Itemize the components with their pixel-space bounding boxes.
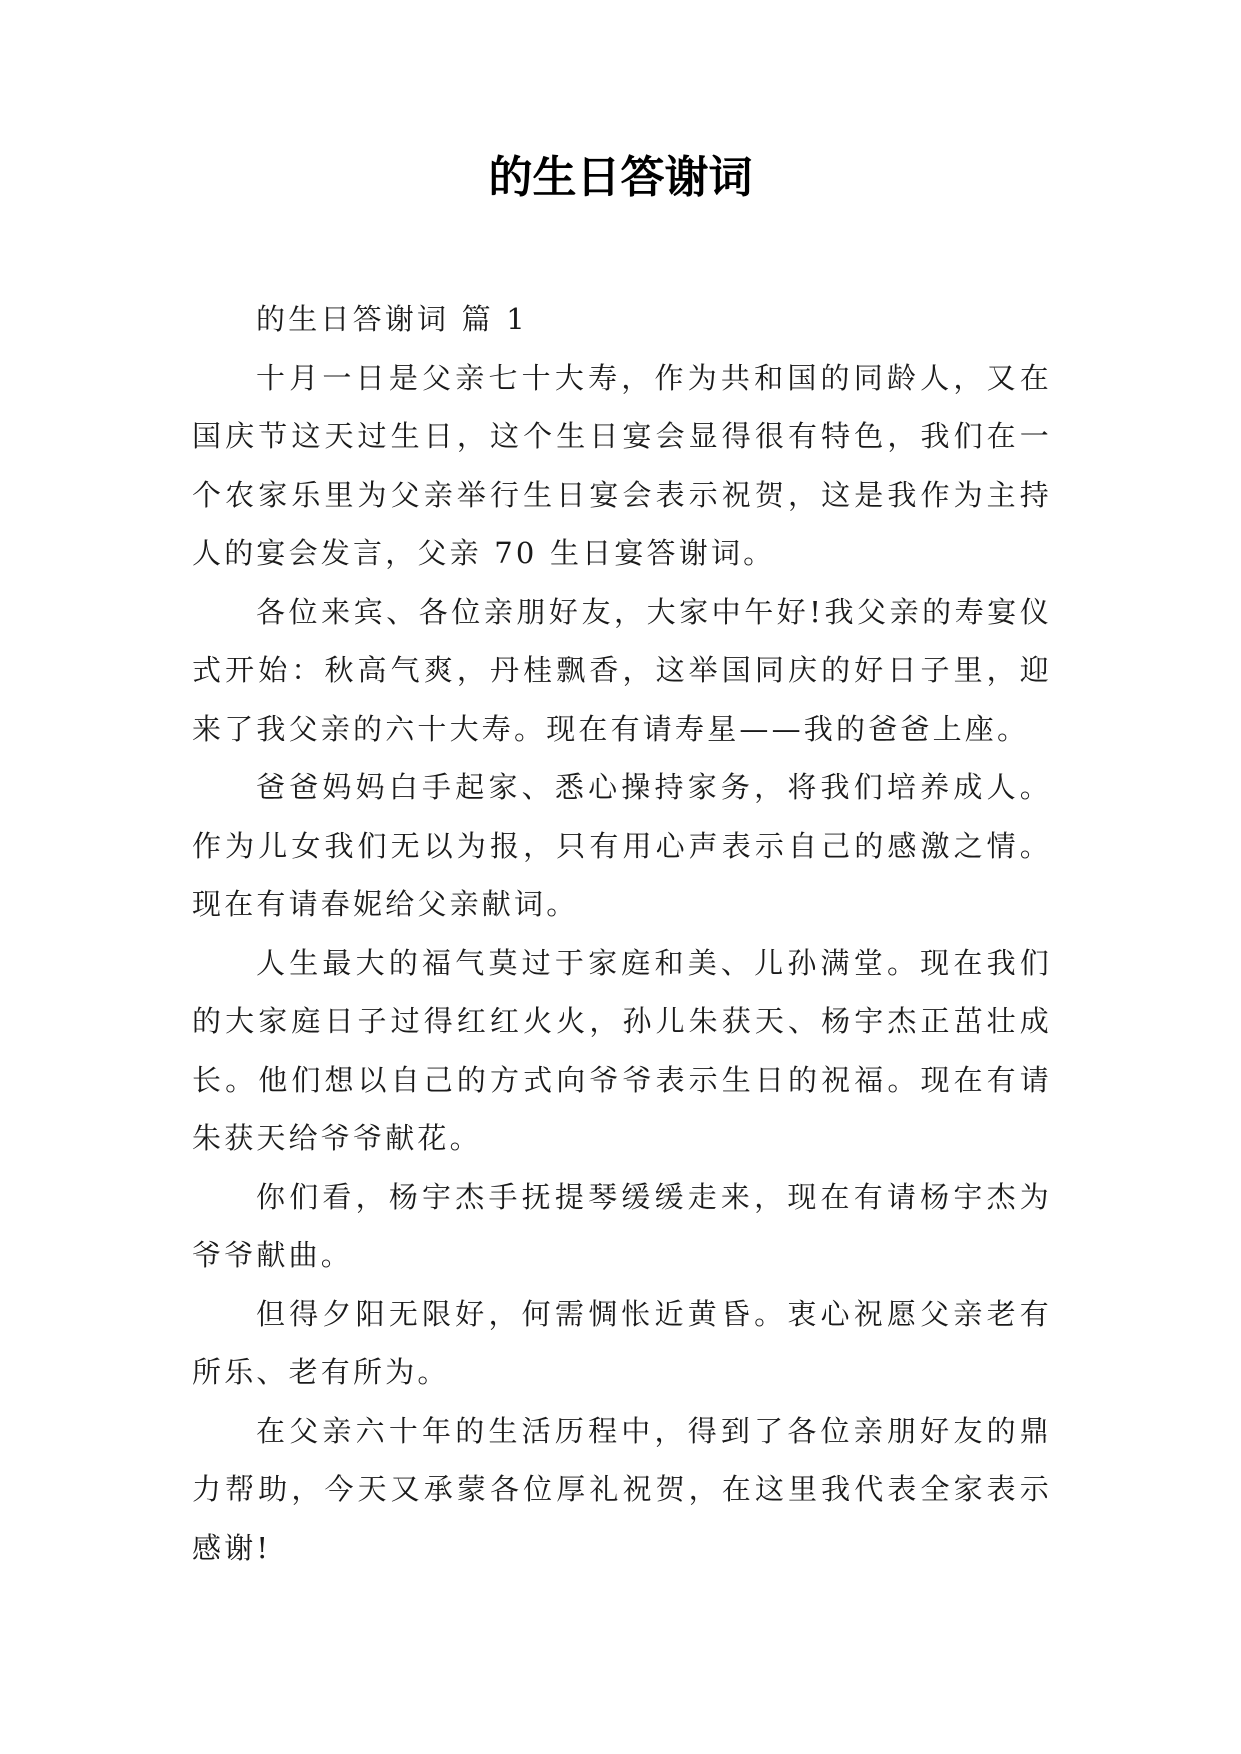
- section-heading: 的生日答谢词 篇 1: [256, 302, 528, 336]
- document-body: [192, 290, 1052, 1577]
- paragraph: 人生最大的福气莫过于家庭和美、儿孙满堂。现在我们的大家庭日子过得红红火火，孙儿朱获天、杨宇杰正茁壮成长。他们想以自己的方式向爷爷表示生日的祝福。现在有请朱获天给爷爷献花。: [192, 945, 1052, 1155]
- document-title: 的生日答谢词: [488, 152, 753, 203]
- paragraph: 爸爸妈妈白手起家、悉心操持家务，将我们培养成人。作为儿女我们无以为报，只有用心声表示自己的感激之情。现在有请春妮给父亲献词。: [192, 770, 1052, 921]
- paragraph: 十月一日是父亲七十大寿，作为共和国的同龄人，又在国庆节这天过生日，这个生日宴会显得很有特色，我们在一个农家乐里为父亲举行生日宴会表示祝贺，这是我作为主持人的宴会发言，父亲 70 生日宴答谢词。: [192, 360, 1052, 570]
- paragraph: 在父亲六十年的生活历程中，得到了各位亲朋好友的鼎力帮助，今天又承蒙各位厚礼祝贺，在这里我代表全家表示感谢!: [192, 1413, 1052, 1565]
- paragraph: 各位来宾、各位亲朋好友，大家中午好!我父亲的寿宴仪式开始：秋高气爽，丹桂飘香，这举国同庆的好日子里，迎来了我父亲的六十大寿。现在有请寿星——我的爸爸上座。: [192, 594, 1052, 746]
- paragraph: 但得夕阳无限好，何需惆怅近黄昏。衷心祝愿父亲老有所乐、老有所为。: [192, 1296, 1052, 1389]
- paragraph: 你们看，杨宇杰手抚提琴缓缓走来，现在有请杨宇杰为爷爷献曲。: [192, 1179, 1052, 1272]
